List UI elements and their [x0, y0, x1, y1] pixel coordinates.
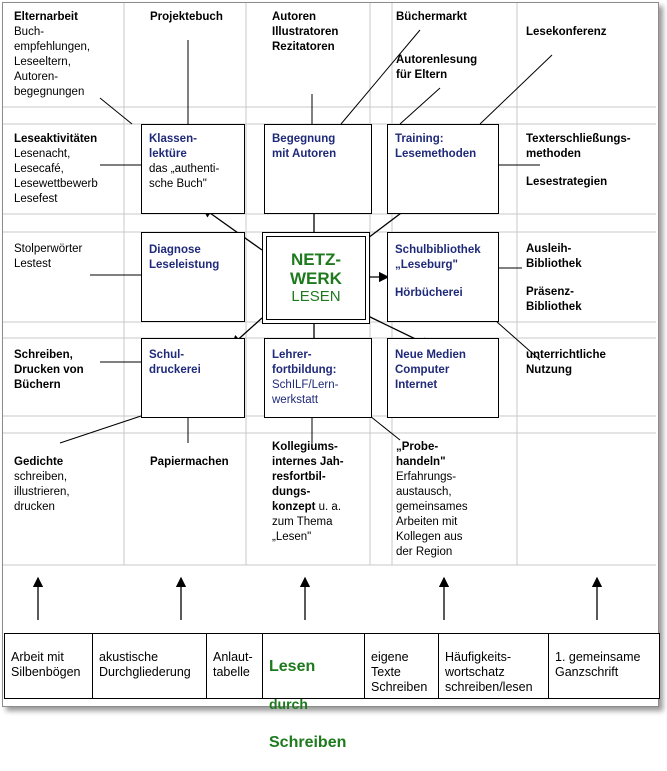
hoerbuecherei-label: Hörbücherei	[395, 287, 463, 299]
schreiben-word: Schreiben	[269, 734, 347, 751]
projektebuch-label: Projektebuch	[150, 11, 223, 23]
cell-eigene-texte: eigene Texte Schreiben	[365, 634, 439, 698]
schuldruckerei-label: Schul- druckerei	[149, 349, 201, 376]
cell-anlauttabelle: Anlaut- tabelle	[207, 634, 263, 698]
autoren-label: Autoren Illustratoren Rezitatoren	[272, 11, 339, 53]
elternarbeit-title: Elternarbeit	[14, 11, 78, 23]
box-begegnung	[264, 124, 372, 214]
box-schuldruckerei	[141, 338, 245, 418]
training-label: Training: Lesemethoden	[395, 133, 477, 160]
cell-silbenboegen: Arbeit mit Silbenbögen	[5, 634, 93, 698]
lesestrategien-label: Lesestrategien	[526, 176, 608, 188]
leseaktivitaeten-title: Leseaktivitäten	[14, 133, 98, 145]
lehrerfortbildung-text: SchILF/Lern- werkstatt	[272, 379, 339, 406]
unterrichtliche-label: unterrichtliche Nutzung	[526, 349, 606, 376]
box-diagnose	[141, 232, 245, 322]
box-klassenlektuere	[141, 124, 245, 214]
buechermarkt-label: Büchermarkt	[396, 11, 467, 23]
diagnose-label: Diagnose Leseleistung	[149, 244, 220, 271]
netzwerk-title: NETZ- WERK	[290, 250, 342, 288]
cell-durchgliederung: akustische Durchgliederung	[93, 634, 207, 698]
stolperwoerter-label: Stolperwörter Lestest	[14, 243, 83, 270]
elternarbeit-text: Buch- empfehlungen, Leseeltern, Autoren- begegnungen	[14, 26, 91, 98]
cell-lesen-durch-schreiben	[263, 634, 365, 751]
ausleih-label: Ausleih- Bibliothek	[526, 243, 582, 270]
gedichte-title: Gedichte	[14, 456, 64, 468]
schreiben-drucken-label: Schreiben, Drucken von Büchern	[14, 349, 84, 391]
papiermachen-label: Papiermachen	[150, 456, 229, 468]
kollegium-text: u. a. zum Thema „Lesen"	[272, 501, 342, 543]
lesen-word: Lesen	[269, 658, 316, 675]
box-lehrerfortbildung	[264, 338, 372, 418]
bottom-arrows	[38, 578, 597, 620]
gedichte-text: schreiben, illustrieren, drucken	[14, 471, 70, 513]
begegnung-label: Begegnung mit Autoren	[272, 133, 337, 160]
kollegium-block	[272, 440, 344, 545]
kollegium-title: Kollegiums- internes Jah- resfortbil- dungs- konzept	[272, 441, 344, 513]
schulbibliothek-label: Schulbibliothek „Leseburg"	[395, 244, 481, 271]
cell-haeufigkeitswortschatz: Häufigkeits- wortschatz schreiben/lesen	[439, 634, 549, 698]
lehrerfortbildung-title: Lehrer- fortbildung:	[272, 349, 337, 376]
cell-ganzschrift: 1. gemeinsame Ganzschrift	[555, 650, 641, 679]
neue-medien-label: Neue Medien Computer Internet	[395, 349, 466, 391]
praesenz-label: Präsenz- Bibliothek	[526, 286, 582, 313]
lesekonferenz-label: Lesekonferenz	[526, 26, 607, 38]
probehandeln-title: „Probe- handeln"	[396, 441, 446, 468]
bottom-table	[4, 633, 660, 751]
box-training	[387, 124, 499, 214]
netzwerk-lesen: LESEN	[291, 288, 341, 305]
box-neue-medien	[387, 338, 499, 418]
box-netzwerk-lesen	[262, 232, 370, 324]
autorenlesung-label: Autorenlesung für Eltern	[396, 54, 478, 81]
leseaktivitaeten-text: Lesenacht, Lesecafé, Lesewettbewerb Lesefest	[14, 148, 98, 205]
klassenlektuere-title: Klassen- lektüre	[149, 133, 197, 160]
durch-word: durch	[269, 696, 308, 712]
klassenlektuere-text: das „authenti- sche Buch"	[149, 163, 220, 190]
texterschliessung-label: Texterschließungs- methoden	[526, 133, 631, 160]
probehandeln-text: Erfahrungs- austausch, gemeinsames Arbeiten mit Kollegen aus der Region	[396, 471, 468, 558]
box-schulbibliothek	[387, 232, 499, 322]
